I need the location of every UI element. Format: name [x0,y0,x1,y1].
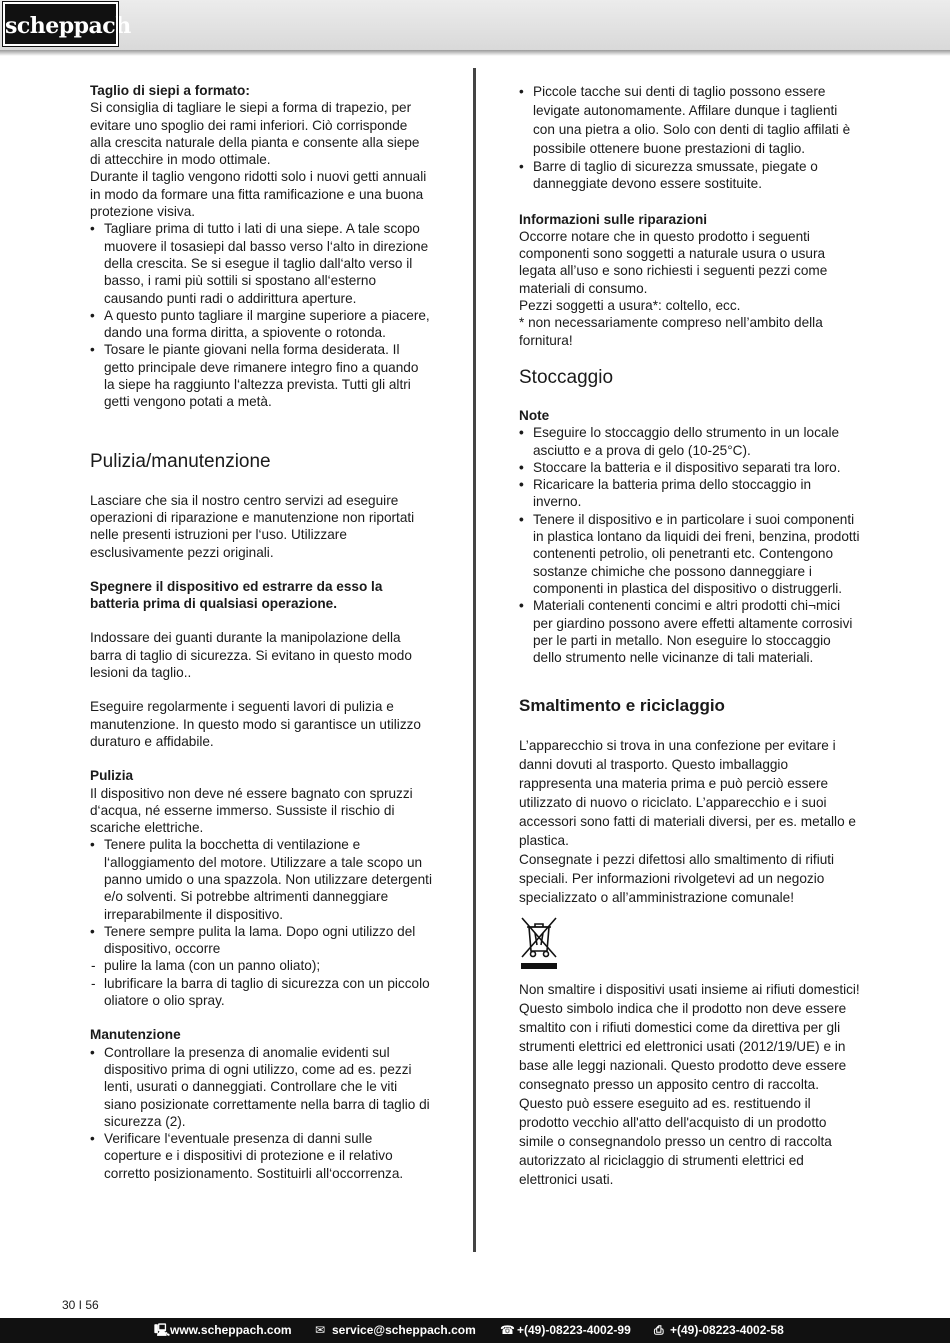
crossed-out-wheeled-bin-icon [519,915,559,971]
list-item: • Barre di taglio di sicurezza smussate, piegate o danneggiate devono essere sostituite. [519,158,861,193]
list-item: • Piccole tacche sui denti di taglio possono essere levigate autonomamente. Affilare dunque i taglienti con una pietra a olio. Solo con denti di taglio affilati è possibile ottenere buone prestazioni di taglio. [519,82,861,158]
pulizia-warning: Spegnere il dispositivo ed estrarre da esso la batteria prima di qualsiasi operazione. [90,578,383,612]
phone-icon: ☎ [500,1323,515,1337]
footer-fax: +(49)-08223-4002-58 [670,1323,784,1337]
page-footer [0,1318,950,1343]
pulizia-subheading: Pulizia [90,768,134,784]
smaltimento-paragraph-1: L’apparecchio si trova in una confezione per evitare i danni dovuti al trasporto. Questo imballaggio rappresenta una materia prima e può perciò essere utilizzato di nuovo o riciclato. L’apparecchio e i suoi accessori sono fatti di materiali diversi, per es. metallo e plastica. [519,738,856,849]
list-item: • Tosare le piante giovani nella forma desiderata. Il getto principale deve rimanere integro fino a quando la siepe ha raggiunto l‘altezza prevista. Tutti gli altri getti vengono potati a metà. [90,341,432,410]
footer-website[interactable]: www.scheppach.com [170,1323,292,1337]
right-column [519,82,861,1189]
blade-list [519,82,861,193]
stoccaggio-heading: Stoccaggio [519,366,614,388]
fax-icon: ⎙ [654,1323,664,1337]
pulizia-paragraph-2: Indossare dei guanti durante la manipolazione della barra di taglio di sicurezza. Si evitano in questo modo lesioni da taglio.. [90,630,412,681]
smaltimento-paragraph-4: Questo simbolo indica che il prodotto non deve essere smaltito con i rifiuti domestici come da direttiva per gli strumenti elettrici ed elettronici usati (2012/19/UE) e in base alle leggi nazionali. Questo prodotto deve essere consegnato presso un apposito centro di raccolta. Questo può essere eseguito ad es. restituendo il prodotto vecchio all'atto dell'acquisto di un prodotto simile o consegnandolo presso un centro di raccolta autorizzato al riciclaggio di strumenti elettrici ed elettronici usati. [519,1000,847,1187]
page-header [0,0,950,50]
list-item: • Verificare l‘eventuale presenza di danni sulle coperture e i dispositivi di protezione e il relativo corretto posizionamento. Sostituirli all‘occorrenza. [90,1130,432,1182]
riparazioni-title: Informazioni sulle riparazioni [519,211,708,227]
list-item: • Tagliare prima di tutto i lati di una siepe. A tale scopo muovere il tosasiepi dal basso verso l‘alto in direzione della crescita. Se si esegue il taglio dall‘alto verso il basso, i rami più sottili si spostano all‘esterno causando punti radi o addirittura aperture. [90,220,432,306]
taglio-paragraph-1: Si consiglia di tagliare le siepi a forma di trapezio, per evitare uno spoglio dei rami inferiori. Ciò corrisponde alla crescita naturale della pianta e consente alla siepe di attecchire in modo ottimale. [90,100,420,168]
pulizia-sub-paragraph: Il dispositivo non deve né essere bagnato con spruzzi d‘acqua, né esserne immerso. Sussiste il rischio di scariche elettriche. [90,785,413,836]
email-icon: ✉ [315,1323,326,1337]
footer-email[interactable]: service@scheppach.com [332,1323,476,1337]
header-shadow [0,50,950,56]
list-item: - pulire la lama (con un panno oliato); [90,957,432,974]
list-item: • Tenere pulita la bocchetta di ventilazione e l‘alloggiamento del motore. Utilizzare a tale scopo un panno umido o una spazzola. Non utilizzare detergenti e/o solventi. Si potrebbe altrimenti danneggiare irreparabilmente il dispositivo. [90,836,432,922]
smaltimento-paragraph-3: Non smaltire i dispositivi usati insieme ai rifiuti domestici! [519,981,860,997]
manutenzione-list [90,1044,432,1182]
list-item: • A questo punto tagliare il margine superiore a piacere, dando una forma diritta, a spiovente o rotonda. [90,307,432,342]
taglio-list [90,220,432,410]
footer-phone: +(49)-08223-4002-99 [517,1323,631,1337]
list-item: • Tenere sempre pulita la lama. Dopo ogni utilizzo del dispositivo, occorre [90,923,432,958]
list-item: • Ricaricare la batteria prima dello stoccaggio in inverno. [519,476,861,511]
manutenzione-subheading: Manutenzione [90,1027,181,1043]
page-number: 30 I 56 [62,1298,99,1312]
list-item: - lubrificare la barra di taglio di sicurezza con un piccolo oliatore o olio spray. [90,975,432,1010]
note-title: Note [519,407,550,423]
pulizia-heading: Pulizia/manutenzione [90,450,271,472]
computer-icon: 🖳 [154,1323,171,1337]
list-item: • Stoccare la batteria e il dispositivo separati tra loro. [519,459,861,476]
smaltimento-paragraph-2: Consegnate i pezzi difettosi allo smaltimento di rifiuti speciali. Per informazioni rivolgetevi ad un negozio specializzato o all’amministrazione comunale! [519,852,835,906]
riparazioni-parts: Pezzi soggetti a usura*: coltello, ecc. [519,298,741,314]
smaltimento-heading: Smaltimento e riciclaggio [519,696,725,716]
taglio-paragraph-2: Durante il taglio vengono ridotti solo i nuovi getti annuali in modo da formare una fitta ramificazione e una buona protezione visiva. [90,169,427,220]
pulizia-paragraph-1: Lasciare che sia il nostro centro servizi ad eseguire operazioni di riparazione e manutenzione non riportati nelle presenti istruzioni per l‘uso. Utilizzare esclusivamente pezzi originali. [90,492,415,560]
list-item: • Controllare la presenza di anomalie evidenti sul dispositivo prima di ogni utilizzo, come ad es. pezzi lenti, usurati o danneggiati. Controllare che le viti siano posizionate correttamente nella barra di taglio di sicurezza (2). [90,1044,432,1130]
riparazioni-paragraph: Occorre notare che in questo prodotto i seguenti componenti sono soggetti a naturale usura o usura legata all’uso e sono richiesti i seguenti pezzi come materiali di consumo. [519,228,828,296]
pulizia-paragraph-3: Eseguire regolarmente i seguenti lavori di pulizia e manutenzione. In questo modo si garantisce un utilizzo duraturo e affidabile. [90,699,421,749]
list-item: • Eseguire lo stoccaggio dello strumento in un locale asciutto e a prova di gelo (10-25°C). [519,424,861,459]
riparazioni-note: * non necessariamente compreso nell’ambito della fornitura! [519,315,823,348]
left-column [90,82,432,1182]
smaltimento-body [519,736,861,1188]
pulizia-list [90,836,432,1009]
taglio-title: Taglio di siepi a formato: [90,83,250,98]
list-item: • Tenere il dispositivo e in particolare i suoi componenti in plastica lontano da liquidi dei freni, benzina, prodotti contenenti petrolio, oli penetranti etc. Contengono sostanze chimiche che possono danneggiare i componenti in plastica del dispositivo o distruggerli. [519,511,861,597]
scheppach-logo: scheppach [3,2,118,46]
note-list [519,424,861,666]
list-item: • Materiali contenenti concimi e altri prodotti chi¬mici per giardino possono avere effetti altamente corrosivi per le parti in metallo. Non eseguire lo stoccaggio dello strumento nelle vicinanze di tali materiali. [519,597,861,666]
column-divider [473,68,476,1252]
